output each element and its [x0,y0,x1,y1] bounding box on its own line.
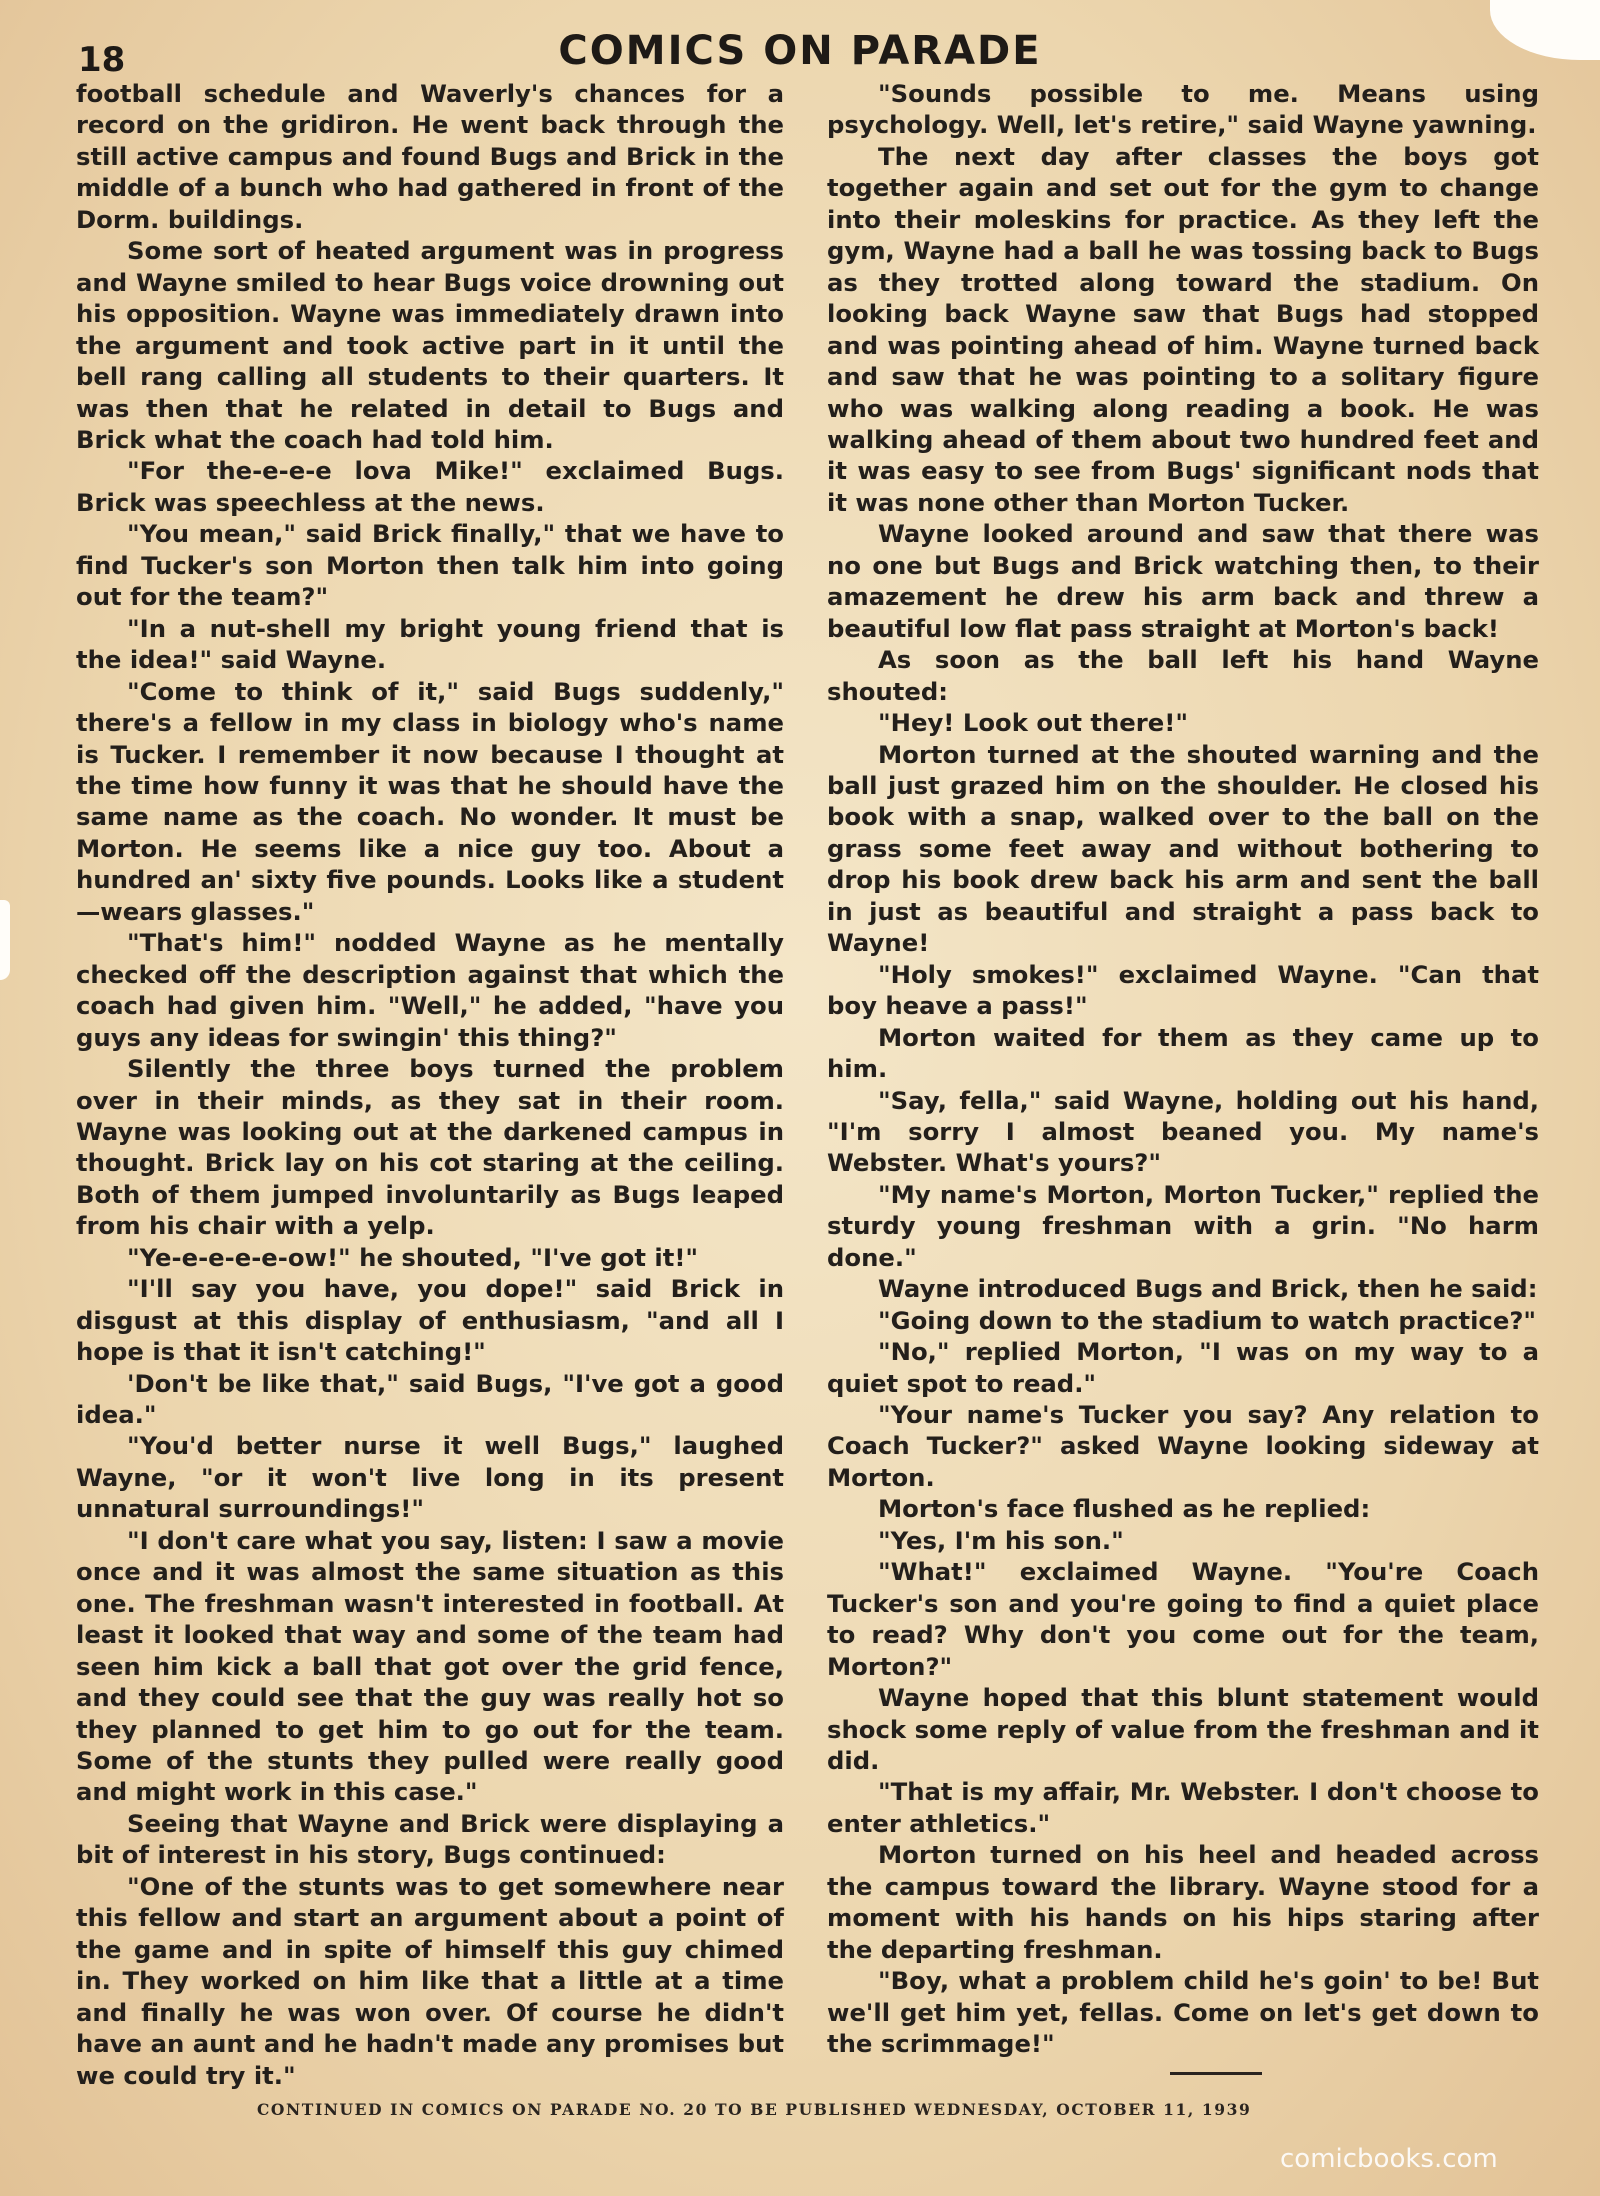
paragraph: football schedule and Waverly's chances for a record on the gridiron. He went back through the still active campus and found Bugs and Brick in the middle of a bunch who had gathered in front of the Dorm. buildings. [76,79,784,234]
paragraph: "What!" exclaimed Wayne. "You're Coach Tucker's son and you're going to find a quiet place to read? Why don't you come out for the team, Morton?" [827,1557,1539,1681]
right-text-column [827,78,1539,2060]
paragraph: "Sounds possible to me. Means using psychology. Well, let's retire," said Wayne yawning. [827,79,1539,140]
paragraph: Silently the three boys turned the problem over in their minds, as they sat in their room. Wayne was looking out at the darkened campus in thought. Brick lay on his cot staring at the ceiling. Both of them jumped involuntarily as Bugs leaped from his chair with a yelp. [76,1054,784,1241]
paragraph: Morton's face flushed as he replied: [878,1494,1371,1524]
paragraph: "No," replied Morton, "I was on my way to a quiet spot to read." [827,1337,1539,1398]
paragraph: "In a nut-shell my bright young friend that is the idea!" said Wayne. [76,613,784,675]
paragraph: 'Don't be like that," said Bugs, "I've got a good idea." [76,1368,784,1430]
paragraph: "Come to think of it," said Bugs suddenly," there's a fellow in my class in biology who's name is Tucker. I remember it now because I thought at the time how funny it was that he should have the same name as the coach. No wonder. It must be Morton. He seems like a nice guy too. About a hundred an' sixty five pounds. Looks like a student —wears glasses." [76,676,784,926]
torn-edge [0,900,10,980]
paragraph: "Ye-e-e-e-e-ow!" he shouted, "I've got it!" [127,1242,699,1272]
paragraph: As soon as the ball left his hand Wayne shouted: [827,645,1539,706]
paragraph: "Boy, what a problem child he's goin' to be! But we'll get him yet, fellas. Come on let's get down to the scrimmage!" [827,1966,1539,2059]
left-text-column [76,78,784,2091]
paragraph: Morton turned at the shouted warning and the ball just grazed him on the shoulder. He closed his book with a snap, walked over to the ball on the grass some feet away and without bothering to drop his book drew back his arm and sent the ball in just as beautiful and straight a pass back to Wayne! [827,739,1539,958]
paragraph: "Hey! Look out there!" [878,708,1188,738]
paragraph: Morton waited for them as they came up to him. [827,1022,1539,1084]
paragraph: The next day after classes the boys got together again and set out for the gym to change into their moleskins for practice. As they left the gym, Wayne had a ball he was tossing back to Bugs as they trotted along toward the stadium. On looking back Wayne saw that Bugs had stopped and was pointing ahead of him. Wayne turned back and saw that he was pointing to a solitary figure who was walking along reading a book. He was walking ahead of them about two hundred feet and it was easy to see from Bugs' significant nods that it was none other than Morton Tucker. [827,141,1539,517]
paragraph: Morton turned on his heel and headed across the campus toward the library. Wayne stood for a moment with his hands on his hips staring after the departing freshman. [827,1840,1539,1964]
paragraph: "That is my affair, Mr. Webster. I don't choose to enter athletics." [827,1777,1539,1838]
paragraph: Seeing that Wayne and Brick were displaying a bit of interest in his story, Bugs continued: [76,1808,784,1870]
paragraph: "Your name's Tucker you say? Any relation to Coach Tucker?" asked Wayne looking sideway at Morton. [827,1400,1539,1492]
footer-divider [1170,2072,1262,2075]
paragraph: "I don't care what you say, listen: I saw a movie once and it was almost the same situation as this one. The freshman wasn't interested in football. At least it looked that way and some of the team had seen him kick a ball that got over the grid fence, and they could see that the guy was really hot so they planned to get him to go out for the team. Some of the stunts they pulled were really good and might work in this case." [76,1525,784,1807]
page-number: 18 [78,40,126,80]
paragraph: "You mean," said Brick finally," that we have to find Tucker's son Morton then talk him into going out for the team?" [76,519,784,612]
paragraph: Wayne introduced Bugs and Brick, then he said: [878,1274,1538,1304]
paragraph: "You'd better nurse it well Bugs," laughed Wayne, "or it won't live long in its present unnatural surroundings!" [76,1431,784,1524]
page-title: COMICS ON PARADE [558,28,1042,74]
paragraph: "For the-e-e-e lova Mike!" exclaimed Bugs. Brick was speechless at the news. [76,456,784,517]
paragraph: "That's him!" nodded Wayne as he mentally checked off the description against that which the coach had given him. "Well," he added, "have you guys any ideas for swingin' this thing?" [76,928,784,1052]
paragraph: Some sort of heated argument was in progress and Wayne smiled to hear Bugs voice drowning out his opposition. Wayne was immediately drawn into the argument and took active part in it until the bell rang calling all students to their quarters. It was then that he related in detail to Bugs and Brick what the coach had told him. [76,236,784,454]
paragraph: "One of the stunts was to get somewhere near this fellow and start an argument about a point of the game and in spite of himself this guy chimed in. They worked on him like that a little at a time and finally he was won over. Of course he didn't have an aunt and he hadn't made any promises but we could try it." [76,1871,784,2090]
paragraph: Wayne looked around and saw that there was no one but Bugs and Brick watching then, to their amazement he drew his arm back and threw a beautiful low flat pass straight at Morton's back! [827,519,1539,643]
paragraph: "Holy smokes!" exclaimed Wayne. "Can that boy heave a pass!" [827,959,1539,1021]
paragraph: "Going down to the stadium to watch practice?" [878,1305,1537,1335]
paragraph: "I'll say you have, you dope!" said Brick in disgust at this display of enthusiasm, "and all I hope is that it isn't catching!" [76,1274,784,1367]
paragraph: "Say, fella," said Wayne, holding out his hand, "I'm sorry I almost beaned you. My name's Webster. What's yours?" [827,1085,1539,1178]
comic-text-page: 18 COMICS ON PARADE football schedule and Waverly's chances for a record on the gridiron. He went back through the still active campus and found Bugs and Brick in the middle of a bunch who had gathered in front of the Dorm. buildings. Some sort of heated argument was in progress and Wayne smiled to hear Bugs voice drowning out his opposition. Wayne was immediately drawn into the argument and took active part in it until the bell rang calling all students to their quarters. It was then that he related in detail to Bugs and Brick what the coach had told him. "For the-e-e-e lova Mike!" exclaimed Bugs. Brick was speechless at the news. "You mean," said Brick finally," that we have to find Tucker's son Morton then talk him into going out for the team?" "In a nut-shell my bright young friend that is the idea!" said Wayne. "Come to think of it," said Bugs suddenly," there's a fellow in my class in biology who's name is Tucker. I remember it now because I thought at the time how funny it was that he should have the same name as the coach. No wonder. It must be Morton. He seems like a nice guy too. About a hundred an' sixty five pounds. Looks like a student —wears glasses." "That's him!" nodded Wayne as he mentally checked off the description against that which the coach had given him. "Well," he added, "have you guys any ideas for swingin' this thing?" Silently the three boys turned the problem over in their minds, as they sat in their room. Wayne was looking out at the darkened campus in thought. Brick lay on his cot staring at the ceiling. Both of them jumped involuntarily as Bugs leaped from his chair with a yelp. "Ye-e-e-e-e-ow!" he shouted, "I've got it!" "I'll say you have, you dope!" said Brick in disgust at this display of enthusiasm, "and all I hope is that it isn't catching!" 'Don't be like that," said Bugs, "I've got a good idea." "You'd better nurse it well Bugs," laughed Wayne, "or it won't live long in its present unnatural surroundings!" "I don't care what you say, listen: I saw a movie once and it was almost the same situation as this one. The freshman wasn't interested in football. At least it looked that way and some of the team had seen him kick a ball that got over the grid fence, and they could see that the guy was really hot so they planned to get him to go out for the team. Some of the stunts they pulled were really good and might work in this case." Seeing that Wayne and Brick were displaying a bit of interest in his story, Bugs continued: "One of the stunts was to get somewhere near this fellow and start an argument about a point of the game and in spite of himself this guy chimed in. They worked on him like that a little at a time and finally he was won over. Of course he didn't have an aunt and he hadn't made any promises but we could try it." "Sounds possible to me. Means using psychology. Well, let's retire," said Wayne yawning. The next day after classes the boys got together again and set out for the gym to change into their moleskins for practice. As they left the gym, Wayne had a ball he was tossing back to Bugs as they trotted along toward the stadium. On looking back Wayne saw that Bugs had stopped and was pointing ahead of him. Wayne turned back and saw that he was pointing to a solitary figure who was walking along reading a book. He was walking ahead of them about two hundred feet and it was easy to see from Bugs' significant nods that it was none other than Morton Tucker. Wayne looked around and saw that there was no one but Bugs and Brick watching then, to their amazement he drew his arm back and threw a beautiful low flat pass straight at Morton's back! As soon as the ball left his hand Wayne shouted: "Hey! Look out there!" Morton turned at the shouted warning and the ball just grazed him on the shoulder. He closed his book with a snap, walked over to the ball on the grass some feet away and without bothering to drop his book drew back his arm and sent the ball in just as beautiful and straight a pass back to Wayne! "Holy smokes!" exclaimed Wayne. "Can that boy heave a pass!" Morton waited for them as they came up to him. "Say, fella," said Wayne, holding out his hand, "I'm sorry I almost beaned you. My name's Webster. What's yours?" "My name's Morton, Morton Tucker," replied the sturdy young freshman with a grin. "No harm done." Wayne introduced Bugs and Brick, then he said: "Going down to the stadium to watch practice?" "No," replied Morton, "I was on my way to a quiet spot to read." "Your name's Tucker you say? Any relation to Coach Tucker?" asked Wayne looking sideway at Morton. Morton's face flushed as he replied: "Yes, I'm his son." "What!" exclaimed Wayne. "You're Coach Tucker's son and you're going to find a quiet place to read? Why don't you come out for the team, Morton?" Wayne hoped that this blunt statement would shock some reply of value from the freshman and it did. "That is my affair, Mr. Webster. I don't choose to enter athletics." Morton turned on his heel and headed across the campus toward the library. Wayne stood for a moment with his hands on his hips staring after the departing freshman. "Boy, what a problem child he's goin' to be! But we'll get him yet, fellas. Come on let's get down to the scrimmage!" CONTINUED IN COMICS ON PARADE NO. 20 TO BE PUBLISHED WEDNESDAY, OCTOBER 11, 1939 comicbooks.com [0,0,1600,2196]
continued-notice: CONTINUED IN COMICS ON PARADE NO. 20 TO BE PUBLISHED WEDNESDAY, OCTOBER 11, 1939 [257,2100,1252,2119]
paragraph: "My name's Morton, Morton Tucker," replied the sturdy young freshman with a grin. "No harm done." [827,1179,1539,1272]
paragraph: "Yes, I'm his son." [878,1525,1124,1555]
paragraph: Wayne hoped that this blunt statement would shock some reply of value from the freshman and it did. [827,1683,1539,1776]
